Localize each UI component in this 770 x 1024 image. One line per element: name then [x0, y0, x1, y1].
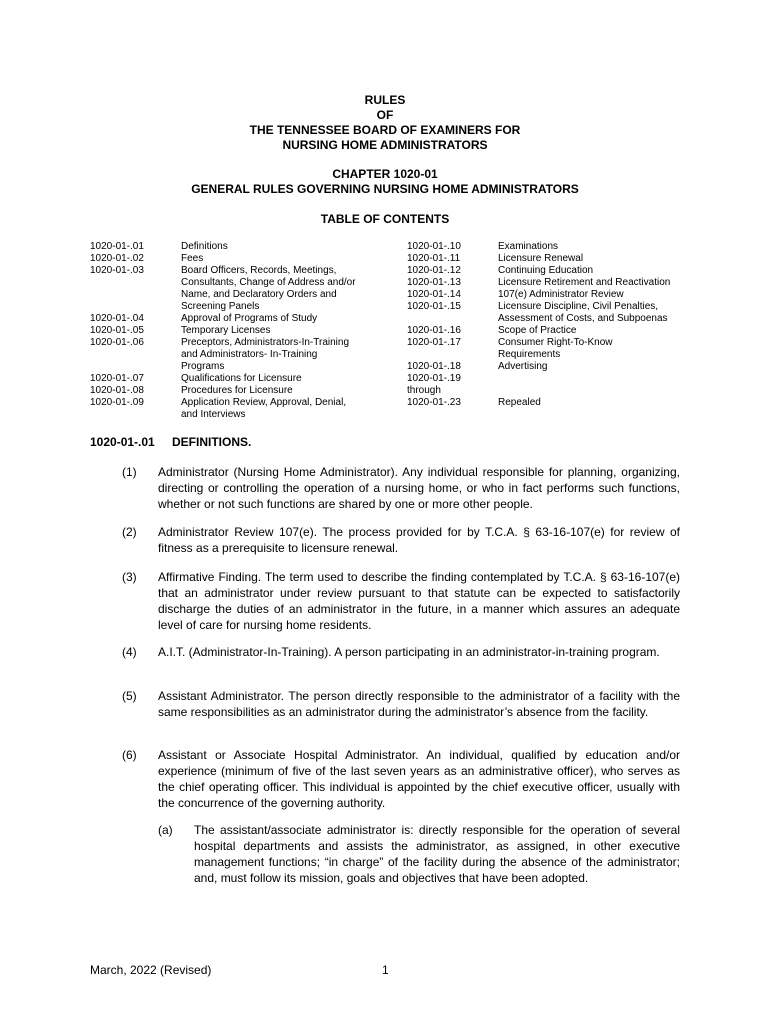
toc-rule-title: Approval of Programs of Study	[181, 313, 318, 324]
toc-rule-title: Scope of Practice	[498, 325, 577, 336]
toc-rule-title: and Administrators- In-Training	[181, 349, 318, 360]
toc-rule-title: Advertising	[498, 361, 548, 372]
paragraph-text: Administrator Review 107(e). The process provided for by T.C.A. § 63-16-107(e) for review of fitness as a prerequisite to licensure renewal.	[158, 525, 680, 555]
paragraph-number: (2)	[122, 525, 137, 539]
toc-rule-number	[407, 349, 461, 361]
toc-title: TABLE OF CONTENTS	[320, 212, 450, 226]
toc-rule-title: and Interviews	[181, 409, 246, 420]
toc-rule-number: 1020-01-.12	[407, 265, 461, 276]
toc-rule-title: Definitions	[181, 241, 228, 252]
paragraph-text: Assistant or Associate Hospital Administrator. An individual, qualified by education and/or experience (minimum of five of the last seven years as an administrative officer), who serves as the chief operating officer. This individual is appointed by the chief executive officer, usually with the concurrence of the governing authority.	[158, 748, 680, 810]
toc-rule-number: 1020-01-.06	[90, 337, 144, 348]
toc-rule-number	[90, 277, 144, 289]
paragraph-number: (5)	[122, 689, 137, 703]
toc-rule-title: Requirements	[498, 349, 561, 360]
toc-rule-number: 1020-01-.04	[90, 313, 144, 324]
toc-rule-title: 107(e) Administrator Review	[498, 289, 624, 300]
header-of: OF	[376, 108, 394, 122]
toc-rule-number: 1020-01-.16	[407, 325, 461, 336]
toc-rule-title: Licensure Discipline, Civil Penalties,	[498, 301, 659, 312]
chapter-title: GENERAL RULES GOVERNING NURSING HOME ADMINISTRATORS	[191, 182, 579, 196]
page-number: 1	[382, 963, 389, 977]
toc-rule-title: Fees	[181, 253, 204, 264]
toc-rule-number: 1020-01-.17	[407, 337, 461, 348]
toc-rule-number: 1020-01-.19	[407, 373, 461, 384]
toc-rule-title: Application Review, Approval, Denial,	[181, 397, 347, 408]
paragraph-number: (4)	[122, 645, 137, 659]
toc-rule-title: Temporary Licenses	[181, 325, 271, 336]
section-heading	[90, 435, 251, 449]
toc-rule-title	[498, 373, 670, 385]
toc-rule-title: Consultants, Change of Address and/or	[181, 277, 356, 288]
toc-rule-number: 1020-01-.10	[407, 241, 461, 252]
subparagraph-text: The assistant/associate administrator is: directly responsible for the operation of several hospital departments and assists the administrator, as assigned, in other executive management functions; “in charge” of the facility during the absence of the administrator; and, must follow its mission, goals and objectives that have been adopted.	[194, 823, 680, 885]
chapter-number: CHAPTER 1020-01	[332, 167, 438, 181]
toc-rule-number: 1020-01-.03	[90, 265, 144, 276]
chapter-heading	[0, 167, 770, 197]
toc-right-titles	[498, 241, 670, 409]
paragraph-number: (6)	[122, 748, 137, 762]
toc-rule-number: 1020-01-.23	[407, 397, 461, 408]
header-rules: RULES	[364, 93, 406, 107]
toc-rule-number: 1020-01-.14	[407, 289, 461, 300]
toc-rule-title: Repealed	[498, 397, 541, 408]
section-number: 1020-01-.01	[90, 435, 155, 449]
toc-rule-title: Continuing Education	[498, 265, 594, 276]
toc-rule-title: Name, and Declaratory Orders and	[181, 289, 337, 300]
toc-left-numbers	[90, 241, 144, 421]
toc-rule-title: Consumer Right-To-Know	[498, 337, 613, 348]
toc-rule-number: 1020-01-.05	[90, 325, 144, 336]
toc-rule-number: 1020-01-.11	[407, 253, 461, 264]
toc-left-titles	[181, 241, 356, 421]
toc-rule-title: Examinations	[498, 241, 559, 252]
toc-rule-number: 1020-01-.18	[407, 361, 461, 372]
toc-rule-title: Procedures for Licensure	[181, 385, 293, 396]
paragraph-number: (3)	[122, 570, 137, 584]
paragraph-text: A.I.T. (Administrator-In-Training). A person participating in an administrator-in-training program.	[158, 645, 660, 659]
paragraph-text: Affirmative Finding. The term used to describe the finding contemplated by T.C.A. § 63-16-107(e) that an administrator under review pursuant to that statute can be expected to satisfactorily discharge the duties of an administrator in the future, in a manner which assures an adequate level of care for nursing home residents.	[158, 570, 680, 632]
toc-rule-number: 1020-01-.15	[407, 301, 461, 312]
toc-rule-number: 1020-01-.13	[407, 277, 461, 288]
toc-rule-title: Programs	[181, 361, 225, 372]
toc-rule-number	[407, 313, 461, 325]
toc-rule-number	[90, 361, 144, 373]
toc-rule-number: 1020-01-.02	[90, 253, 144, 264]
paragraph-text: Administrator (Nursing Home Administrator). Any individual responsible for planning, organizing, directing or controlling the operation of a nursing home, or who in fact performs such functions, whether or not such functions are shared by one or more other people.	[158, 465, 680, 511]
toc-rule-title: Preceptors, Administrators-In-Training	[181, 337, 350, 348]
document-header	[0, 93, 770, 153]
toc-rule-number: through	[407, 385, 441, 396]
paragraph-text: Assistant Administrator. The person directly responsible to the administrator of a facility with the same responsibilities as an administrator during the administrator’s absence from the facility.	[158, 689, 680, 719]
header-nursing: NURSING HOME ADMINISTRATORS	[282, 138, 488, 152]
toc-rule-number: 1020-01-.07	[90, 373, 144, 384]
toc-rule-title: Licensure Retirement and Reactivation	[498, 277, 671, 288]
footer-date: March, 2022 (Revised)	[90, 963, 212, 977]
toc-rule-number: 1020-01-.08	[90, 385, 144, 396]
toc-rule-number	[90, 349, 144, 361]
paragraph-number: (1)	[122, 465, 137, 479]
toc-rule-title: Qualifications for Licensure	[181, 373, 302, 384]
toc-rule-number	[90, 409, 144, 421]
toc-rule-title: Licensure Renewal	[498, 253, 584, 264]
toc-rule-title	[498, 385, 670, 397]
toc-rule-number	[90, 301, 144, 313]
toc-rule-number: 1020-01-.01	[90, 241, 144, 252]
header-board: THE TENNESSEE BOARD OF EXAMINERS FOR	[249, 123, 521, 137]
toc-rule-title: Assessment of Costs, and Subpoenas	[498, 313, 668, 324]
section-title: DEFINITIONS.	[172, 435, 252, 449]
toc-rule-number	[90, 289, 144, 301]
toc-right-numbers	[407, 241, 461, 409]
subparagraph-letter: (a)	[158, 823, 173, 837]
toc-rule-title: Screening Panels	[181, 301, 260, 312]
toc-rule-title: Board Officers, Records, Meetings,	[181, 265, 337, 276]
toc-rule-number: 1020-01-.09	[90, 397, 144, 408]
